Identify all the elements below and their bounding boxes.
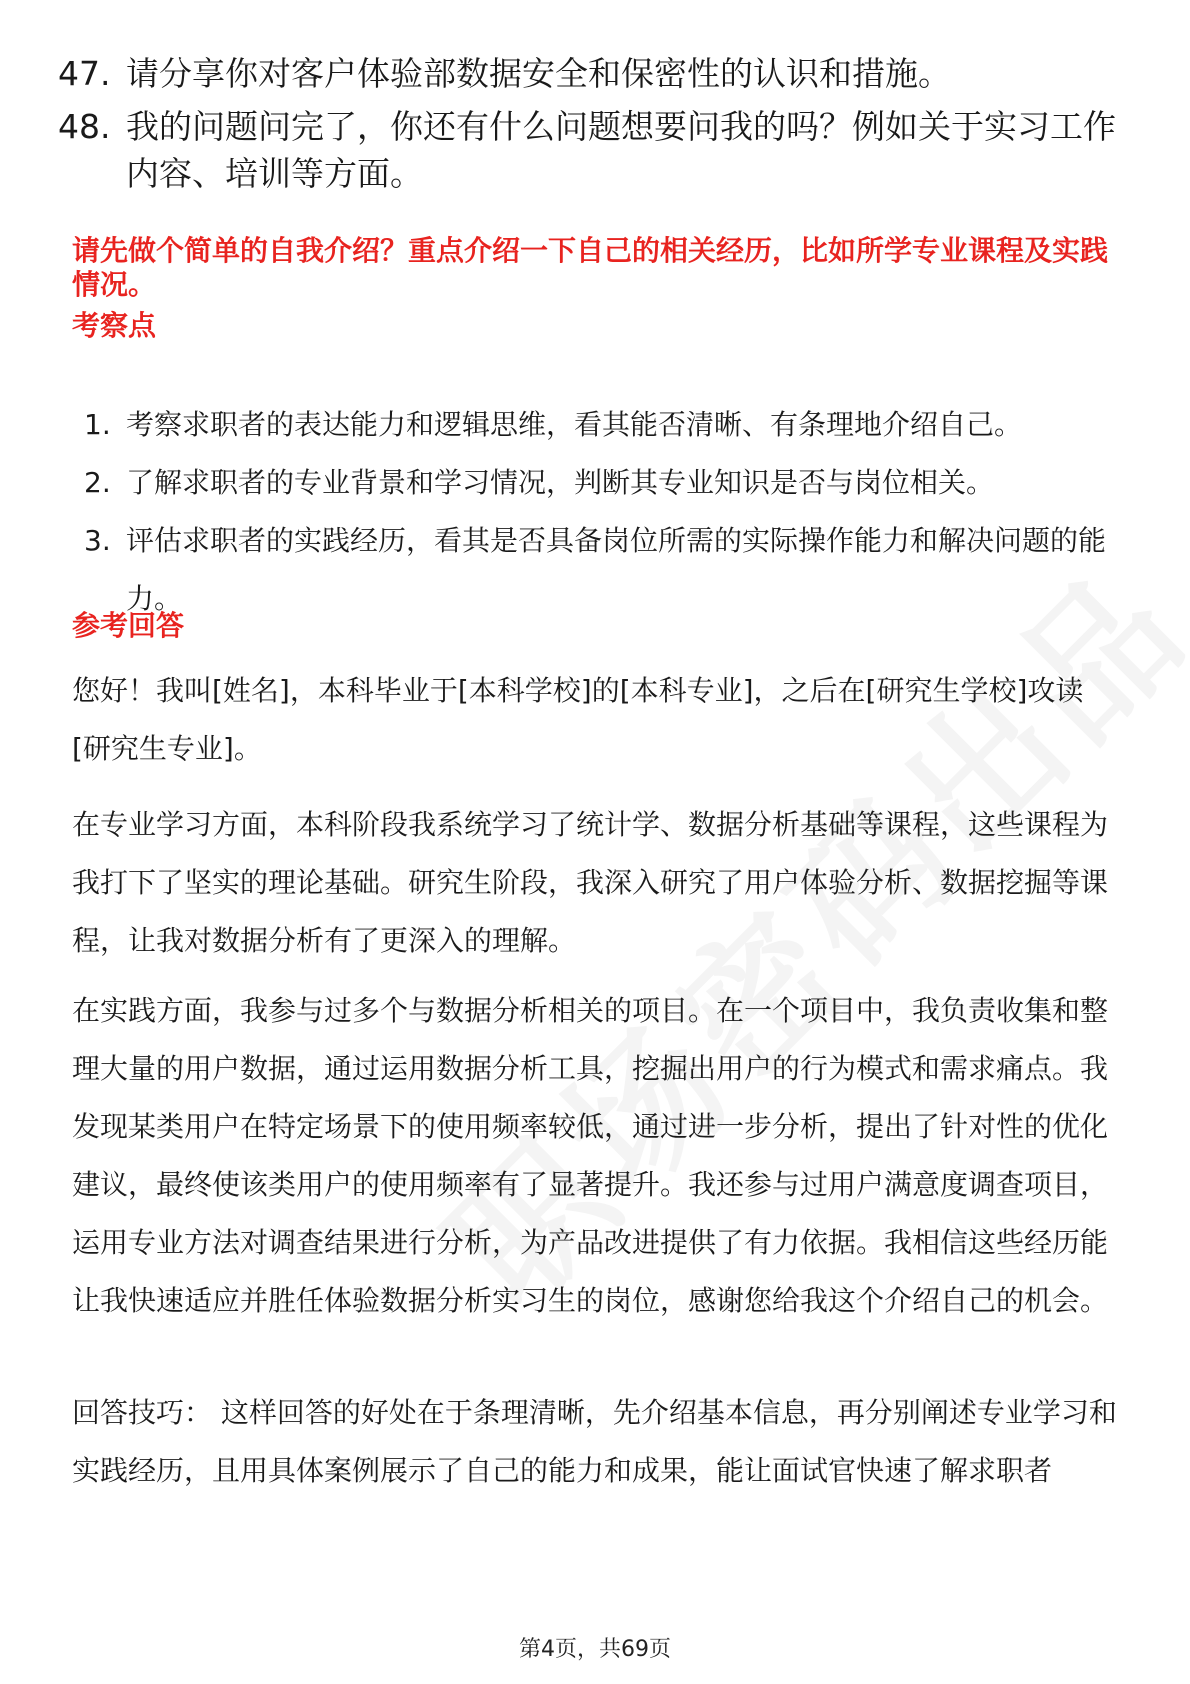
assessment-heading: 考察点: [72, 309, 157, 342]
point-number: 2.: [84, 466, 111, 499]
question-number: 48.: [58, 107, 111, 146]
assessment-point: [84, 396, 1124, 454]
answer-paragraph: 在实践方面，我参与过多个与数据分析相关的项目。在一个项目中，我负责收集和整理大量的用户数据，通过运用数据分析工具，挖掘出用户的行为模式和需求痛点。我发现某类用户在特定场景下的使用频率较低，通过进一步分析，提出了针对性的优化建议，最终使该类用户的使用频率有了显著提升。我还参与过用户满意度调查项目，运用专业方法对调查结果进行分析，为产品改进提供了有力依据。我相信这些经历能让我快速适应并胜任体验数据分析实习生的岗位，感谢您给我这个介绍自己的机会。: [72, 994, 1109, 1317]
assessment-point: [84, 512, 1124, 628]
answer-paragraph: 您好！我叫[姓名]，本科毕业于[本科学校]的[本科专业]，之后在[研究生学校]攻读[研究生专业]。: [72, 674, 1084, 765]
question-text: 请分享你对客户体验部数据安全和保密性的认识和措施。: [126, 54, 951, 93]
main-question-title: 请先做个简单的自我介绍？重点介绍一下自己的相关经历，比如所学专业课程及实践情况。: [72, 234, 1109, 301]
question-item: [58, 50, 1118, 97]
assessment-point: [84, 454, 1124, 512]
point-text: 考察求职者的表达能力和逻辑思维，看其能否清晰、有条理地介绍自己。: [126, 408, 1023, 441]
answer-tips-paragraph: 回答技巧： 这样回答的好处在于条理清晰，先介绍基本信息，再分别阐述专业学习和实践经历，且用具体案例展示了自己的能力和成果，能让面试官快速了解求职者: [72, 1396, 1117, 1487]
point-number: 3.: [84, 524, 111, 557]
question-text: 我的问题问完了，你还有什么问题想要问我的吗？例如关于实习工作内容、培训等方面。: [126, 107, 1116, 193]
page-footer: 第4页，共69页: [519, 1637, 671, 1662]
answer-paragraph: 在专业学习方面，本科阶段我系统学习了统计学、数据分析基础等课程，这些课程为我打下了坚实的理论基础。研究生阶段，我深入研究了用户体验分析、数据挖掘等课程，让我对数据分析有了更深入的理解。: [72, 808, 1109, 957]
question-item: [58, 103, 1118, 197]
question-list: [58, 50, 1118, 203]
point-text: 了解求职者的专业背景和学习情况，判断其专业知识是否与岗位相关。: [126, 466, 995, 499]
assessment-points: [84, 396, 1124, 628]
point-text: 评估求职者的实践经历，看其是否具备岗位所需的实际操作能力和解决问题的能力。: [126, 524, 1107, 615]
point-number: 1.: [84, 408, 111, 441]
answer-heading: 参考回答: [72, 609, 185, 642]
question-number: 47.: [58, 54, 111, 93]
